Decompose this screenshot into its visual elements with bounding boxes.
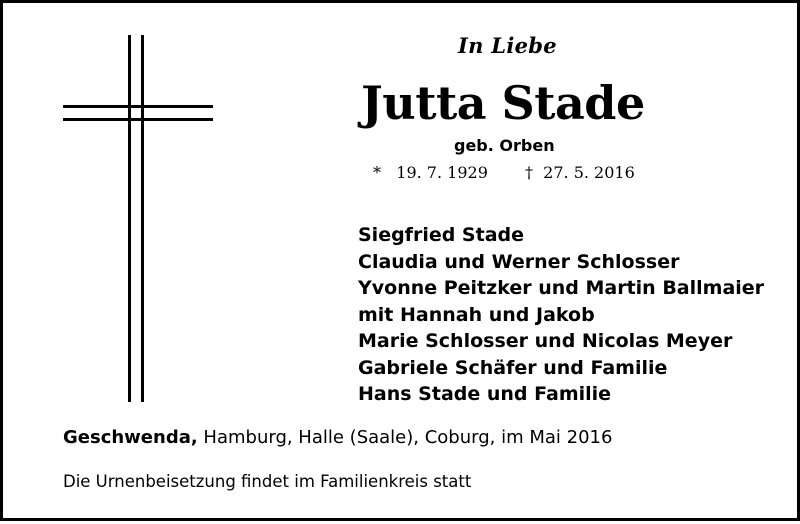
birth-symbol: * xyxy=(373,163,381,182)
mourner-item: mit Hannah und Jakob xyxy=(358,303,595,326)
death-date: 27. 5. 2016 xyxy=(543,163,635,182)
mourner-item: Marie Schlosser und Nicolas Meyer xyxy=(358,330,733,352)
birth-date-line xyxy=(373,163,488,182)
born-name: geb. Orben xyxy=(454,136,555,155)
place-date-line xyxy=(63,427,612,448)
birth-date: 19. 7. 1929 xyxy=(396,163,488,182)
place-rest: Hamburg, Halle (Saale), Coburg, im Mai 2016 xyxy=(197,427,613,448)
mourners-list xyxy=(358,222,764,408)
burial-note: Die Urnenbeisetzung findet im Familienkreis statt xyxy=(63,472,472,491)
mourner-item: Claudia und Werner Schlosser xyxy=(358,250,680,273)
death-symbol: † xyxy=(525,163,533,182)
death-date-line xyxy=(525,163,635,182)
mourner-item: Hans Stade und Familie xyxy=(358,383,612,405)
place-primary: Geschwenda, xyxy=(63,427,198,448)
dedication: In Liebe xyxy=(458,33,557,58)
deceased-name: Jutta Stade xyxy=(361,76,645,130)
mourner-item: Yvonne Peitzker und Martin Ballmaier xyxy=(358,277,765,299)
mourner-item: Siegfried Stade xyxy=(358,224,525,246)
mourner-item: Gabriele Schäfer und Familie xyxy=(358,356,668,379)
